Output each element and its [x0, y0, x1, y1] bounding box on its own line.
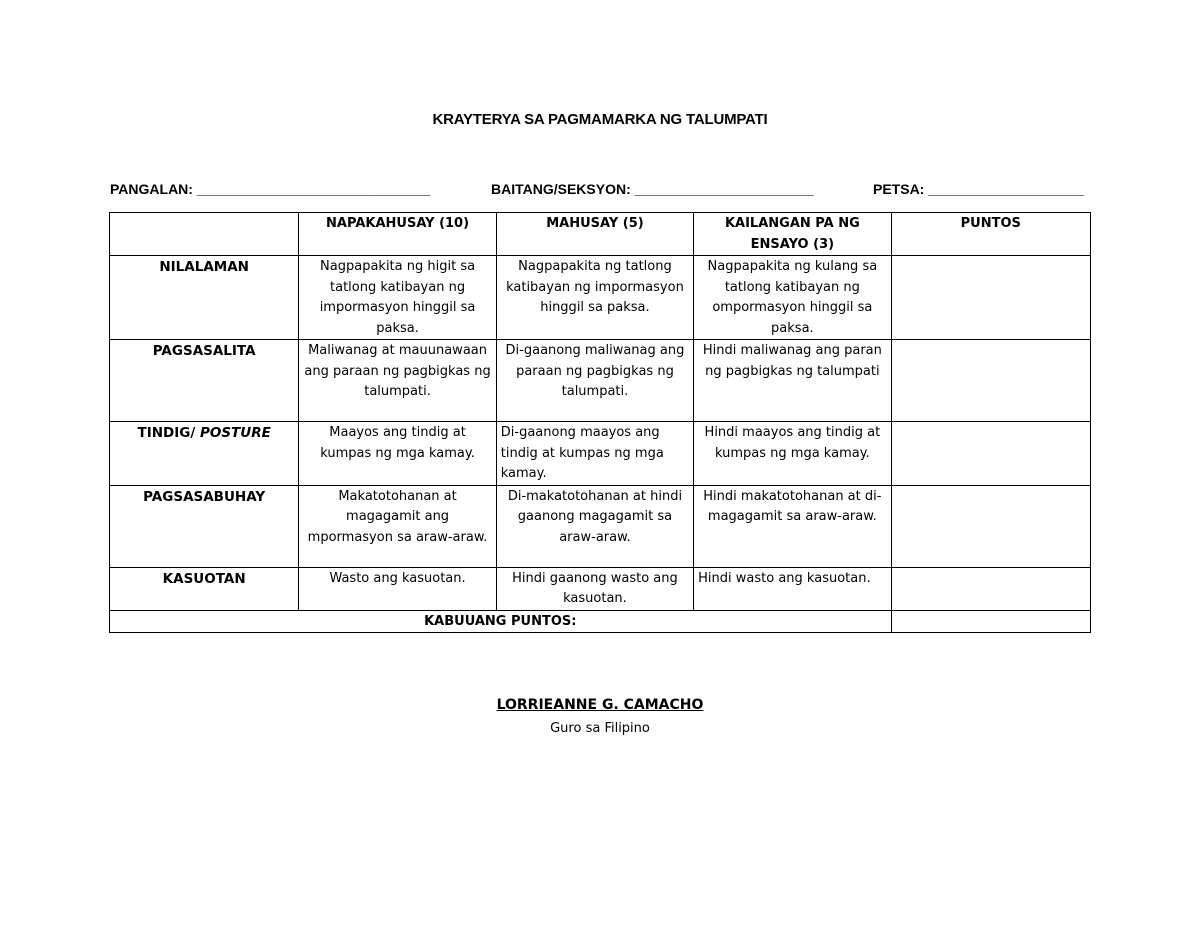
- date-field: PETSA: ____________________: [873, 181, 1084, 197]
- puntos-cell[interactable]: [891, 256, 1090, 340]
- signature-role: Guro sa Filipino: [550, 721, 650, 736]
- table-row: [110, 567, 1091, 610]
- total-label: KABUUANG PUNTOS:: [110, 610, 892, 633]
- criterion-cell: PAGSASABUHAY: [110, 485, 299, 567]
- header-mahusay: MAHUSAY (5): [496, 213, 693, 256]
- kailangan-cell: Hindi makatotohanan at di-magagamit sa araw-araw.: [694, 485, 891, 567]
- table-row: [110, 256, 1091, 340]
- criterion-cell: NILALAMAN: [110, 256, 299, 340]
- puntos-cell[interactable]: [891, 340, 1090, 422]
- rubric-table: [109, 212, 1091, 633]
- grade-section-field: BAITANG/SEKSYON: _______________________: [491, 181, 814, 197]
- puntos-cell[interactable]: [891, 422, 1090, 486]
- table-row: [110, 340, 1091, 422]
- criterion-main-label: TINDIG/: [137, 425, 200, 441]
- table-row: [110, 485, 1091, 567]
- criterion-cell: [110, 422, 299, 486]
- mahusay-cell: Di-gaanong maliwanag ang paraan ng pagbigkas ng talumpati.: [496, 340, 693, 422]
- kailangan-cell: Hindi maayos ang tindig at kumpas ng mga kamay.: [694, 422, 891, 486]
- total-row: [110, 610, 1091, 633]
- napakahusay-cell: Maayos ang tindig at kumpas ng mga kamay.: [299, 422, 496, 486]
- table-header-row: [110, 213, 1091, 256]
- kailangan-cell: Nagpapakita ng kulang sa tatlong katibayan ng ompormasyon hinggil sa paksa.: [694, 256, 891, 340]
- mahusay-cell: Di-makatotohanan at hindi gaanong magagamit sa araw-araw.: [496, 485, 693, 567]
- header-cell-empty: [110, 213, 299, 256]
- mahusay-cell: Hindi gaanong wasto ang kasuotan.: [496, 567, 693, 610]
- criterion-italic-label: POSTURE: [199, 425, 271, 441]
- mahusay-cell: Nagpapakita ng tatlong katibayan ng impormasyon hinggil sa paksa.: [496, 256, 693, 340]
- puntos-cell[interactable]: [891, 485, 1090, 567]
- total-puntos-cell[interactable]: [891, 610, 1090, 633]
- header-kailangan: KAILANGAN PA NG ENSAYO (3): [694, 213, 891, 256]
- criterion-cell: PAGSASALITA: [110, 340, 299, 422]
- mahusay-cell: Di-gaanong maayos ang tindig at kumpas ng mga kamay.: [496, 422, 693, 486]
- napakahusay-cell: Wasto ang kasuotan.: [299, 567, 496, 610]
- signature-name: LORRIEANNE G. CAMACHO: [496, 697, 704, 713]
- criterion-cell: KASUOTAN: [110, 567, 299, 610]
- napakahusay-cell: Nagpapakita ng higit sa tatlong katibayan ng impormasyon hinggil sa paksa.: [299, 256, 496, 340]
- table-row: [110, 422, 1091, 486]
- kailangan-cell: Hindi wasto ang kasuotan.: [694, 567, 891, 610]
- name-field: PANGALAN: ______________________________: [110, 181, 431, 197]
- header-napakahusay: NAPAKAHUSAY (10): [299, 213, 496, 256]
- kailangan-cell: Hindi maliwanag ang paran ng pagbigkas ng talumpati: [694, 340, 891, 422]
- napakahusay-cell: Makatotohanan at magagamit ang mpormasyon sa araw-araw.: [299, 485, 496, 567]
- puntos-cell[interactable]: [891, 567, 1090, 610]
- header-puntos: PUNTOS: [891, 213, 1090, 256]
- napakahusay-cell: Maliwanag at mauunawaan ang paraan ng pagbigkas ng talumpati.: [299, 340, 496, 422]
- document-title: KRAYTERYA SA PAGMAMARKA NG TALUMPATI: [432, 111, 768, 128]
